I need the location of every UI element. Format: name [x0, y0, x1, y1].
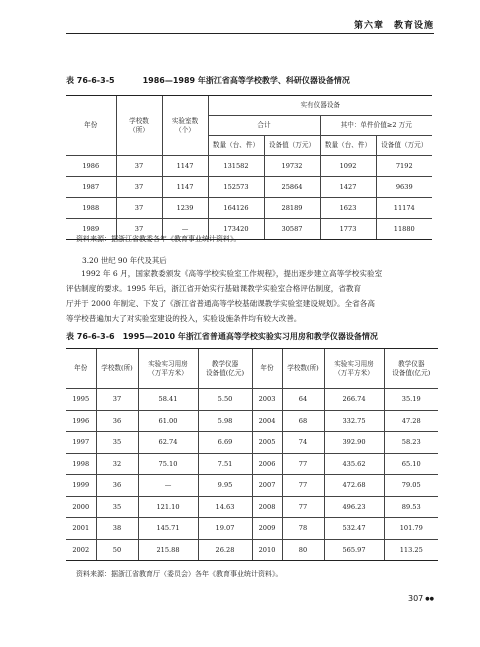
- table1-source: 资料来源：据浙江省教委各年《教育事业统计资料》。: [76, 235, 241, 243]
- table-cell: 2009: [252, 518, 282, 540]
- table-cell: 64: [282, 389, 324, 411]
- table-cell: 78: [282, 518, 324, 540]
- table-cell: 1147: [162, 156, 208, 177]
- table1-caption: [66, 75, 350, 86]
- table-cell: 1999: [66, 475, 96, 497]
- table-cell: 11174: [376, 198, 432, 219]
- table-cell: 30587: [264, 219, 320, 240]
- table-row: [66, 475, 438, 497]
- table-cell: 2010: [252, 539, 282, 561]
- table-cell: 37: [116, 156, 162, 177]
- page-number-value: 307: [407, 594, 424, 603]
- table-cell: 19.07: [198, 518, 252, 540]
- table-cell: 131582: [208, 156, 264, 177]
- table-row: [66, 156, 432, 177]
- table-cell: —: [162, 219, 208, 240]
- table-cell: 19732: [264, 156, 320, 177]
- table-cell: 1988: [66, 198, 116, 219]
- table-cell: 77: [282, 475, 324, 497]
- table-cell: 7192: [376, 156, 432, 177]
- table2-caption: [66, 331, 378, 342]
- table-cell: 9639: [376, 177, 432, 198]
- t1-head-schools: 学校数 （所）: [116, 96, 162, 156]
- table-cell: 2002: [66, 539, 96, 561]
- table1: [66, 95, 432, 240]
- table-cell: 35: [96, 496, 138, 518]
- table-cell: 35.19: [384, 389, 438, 411]
- table-header-cell: 实验实习用房 （万平方米）: [324, 349, 384, 389]
- table-cell: 36: [96, 410, 138, 432]
- table-cell: 37: [116, 198, 162, 219]
- table-row: [66, 432, 438, 454]
- t1-head-qty2: 数量（台、件）: [320, 136, 376, 156]
- header-rule: [66, 33, 434, 34]
- table-cell: 1995: [66, 389, 96, 411]
- t1-head-sub: 其中：单件价值≥2 万元: [320, 116, 432, 136]
- table-cell: 77: [282, 496, 324, 518]
- table-cell: 2008: [252, 496, 282, 518]
- table-cell: 50: [96, 539, 138, 561]
- table-cell: 14.63: [198, 496, 252, 518]
- table-header-cell: 教学仪器 设备值(亿元): [198, 349, 252, 389]
- page-ornament-icon: ●●: [425, 595, 434, 602]
- t1-head-year: 年份: [66, 96, 116, 156]
- table-cell: 1239: [162, 198, 208, 219]
- table-cell: 38: [96, 518, 138, 540]
- table-cell: 37: [116, 219, 162, 240]
- t1-head-qty: 数量（台、件）: [208, 136, 264, 156]
- table-row: [66, 539, 438, 561]
- table2-source: 资料来源：据浙江省教育厅（委员会）各年《教育事业统计资料》。: [76, 570, 283, 578]
- table-row: [66, 518, 438, 540]
- table-cell: 152573: [208, 177, 264, 198]
- table-cell: 32: [96, 453, 138, 475]
- table-cell: 1989: [66, 219, 116, 240]
- t1-head-labs: 实验室数 （个）: [162, 96, 208, 156]
- table2-title: 1995—2010 年浙江省普通高等学校实验实习用房和教学仪器设备情况: [122, 332, 378, 341]
- table-cell: 36: [96, 475, 138, 497]
- table-header-cell: 实验实习用房 （万平方米）: [138, 349, 198, 389]
- table-cell: 79.05: [384, 475, 438, 497]
- table-header-cell: 教学仪器 设备值(亿元): [384, 349, 438, 389]
- table-cell: 26.28: [198, 539, 252, 561]
- paragraph-line: 厅并于 2000 年制定、下发了《浙江省普通高等学校基础课教学实验室建设规划》。全省各高: [66, 299, 375, 308]
- table-cell: 173420: [208, 219, 264, 240]
- table-cell: 1986: [66, 156, 116, 177]
- table-cell: 68: [282, 410, 324, 432]
- table-cell: 77: [282, 453, 324, 475]
- t1-head-group: 实有仪器设备: [208, 96, 432, 116]
- table-header-cell: 学校数(所): [96, 349, 138, 389]
- table-cell: 164126: [208, 198, 264, 219]
- table-cell: 1773: [320, 219, 376, 240]
- table-row: [66, 496, 438, 518]
- table-cell: —: [138, 475, 198, 497]
- paragraph-line: 评估制度的要求。1995 年后，浙江省开始实行基础课教学实验室合格评估制度，省教育: [66, 284, 362, 293]
- table-cell: 332.75: [324, 410, 384, 432]
- table-row: [66, 177, 432, 198]
- table-cell: 435.62: [324, 453, 384, 475]
- table-cell: 266.74: [324, 389, 384, 411]
- paragraph-line: 1992 年 6 月，国家教委颁发《高等学校实验室工作规程》，提出逐步建立高等学校实验室: [66, 269, 383, 278]
- table-cell: 101.79: [384, 518, 438, 540]
- table-cell: 2005: [252, 432, 282, 454]
- table-row: [66, 453, 438, 475]
- table-row: [66, 198, 432, 219]
- table-cell: 5.50: [198, 389, 252, 411]
- table-cell: 1427: [320, 177, 376, 198]
- table-cell: 1998: [66, 453, 96, 475]
- table-cell: 113.25: [384, 539, 438, 561]
- table-cell: 565.97: [324, 539, 384, 561]
- table-cell: 1147: [162, 177, 208, 198]
- table-cell: 496.23: [324, 496, 384, 518]
- table-cell: 6.69: [198, 432, 252, 454]
- table-cell: 61.00: [138, 410, 198, 432]
- table-cell: 28189: [264, 198, 320, 219]
- table-cell: 1092: [320, 156, 376, 177]
- table-cell: 11880: [376, 219, 432, 240]
- table-cell: 5.98: [198, 410, 252, 432]
- table-row: [66, 410, 438, 432]
- t1-head-value2: 设备值（万元）: [376, 136, 432, 156]
- table-cell: 1996: [66, 410, 96, 432]
- table-cell: 2006: [252, 453, 282, 475]
- table-cell: 1987: [66, 177, 116, 198]
- table-cell: 65.10: [384, 453, 438, 475]
- table-cell: 37: [96, 389, 138, 411]
- table-cell: 9.95: [198, 475, 252, 497]
- table-cell: 392.90: [324, 432, 384, 454]
- table-cell: 2001: [66, 518, 96, 540]
- table-cell: 37: [116, 177, 162, 198]
- section-paragraph: [66, 266, 446, 326]
- table-cell: 472.68: [324, 475, 384, 497]
- table-cell: 89.53: [384, 496, 438, 518]
- table-cell: 2003: [252, 389, 282, 411]
- table-cell: 74: [282, 432, 324, 454]
- table-cell: 2007: [252, 475, 282, 497]
- table-header-cell: 年份: [252, 349, 282, 389]
- table-cell: 58.41: [138, 389, 198, 411]
- table-cell: 75.10: [138, 453, 198, 475]
- page-number: [408, 594, 434, 603]
- table-cell: 2000: [66, 496, 96, 518]
- table-cell: 25864: [264, 177, 320, 198]
- table-cell: 58.23: [384, 432, 438, 454]
- table-header-cell: 学校数(所): [282, 349, 324, 389]
- table-cell: 532.47: [324, 518, 384, 540]
- chapter-header: 第六章 教育设施: [353, 21, 434, 31]
- table2: [66, 348, 438, 561]
- table2-number: 表 76-6-3-6: [66, 332, 115, 341]
- table1-title: 1986—1989 年浙江省高等学校教学、科研仪器设备情况: [142, 76, 350, 85]
- table-cell: 62.74: [138, 432, 198, 454]
- table-cell: 7.51: [198, 453, 252, 475]
- table-cell: 121.10: [138, 496, 198, 518]
- table-cell: 145.71: [138, 518, 198, 540]
- table-cell: 80: [282, 539, 324, 561]
- table-cell: 47.28: [384, 410, 438, 432]
- t1-head-value: 设备值（万元）: [264, 136, 320, 156]
- table-cell: 215.88: [138, 539, 198, 561]
- table-cell: 2004: [252, 410, 282, 432]
- table-row: [66, 389, 438, 411]
- table1-number: 表 76-6-3-5: [66, 76, 115, 85]
- paragraph-line: 等学校普遍加大了对实验室建设的投入，实验设施条件均有较大改善。: [66, 314, 302, 323]
- table-cell: 1997: [66, 432, 96, 454]
- table-header-cell: 年份: [66, 349, 96, 389]
- table-cell: 1623: [320, 198, 376, 219]
- table-cell: 35: [96, 432, 138, 454]
- section-heading: 3.20 世纪 90 年代及其后: [82, 256, 167, 265]
- t1-head-total: 合计: [208, 116, 320, 136]
